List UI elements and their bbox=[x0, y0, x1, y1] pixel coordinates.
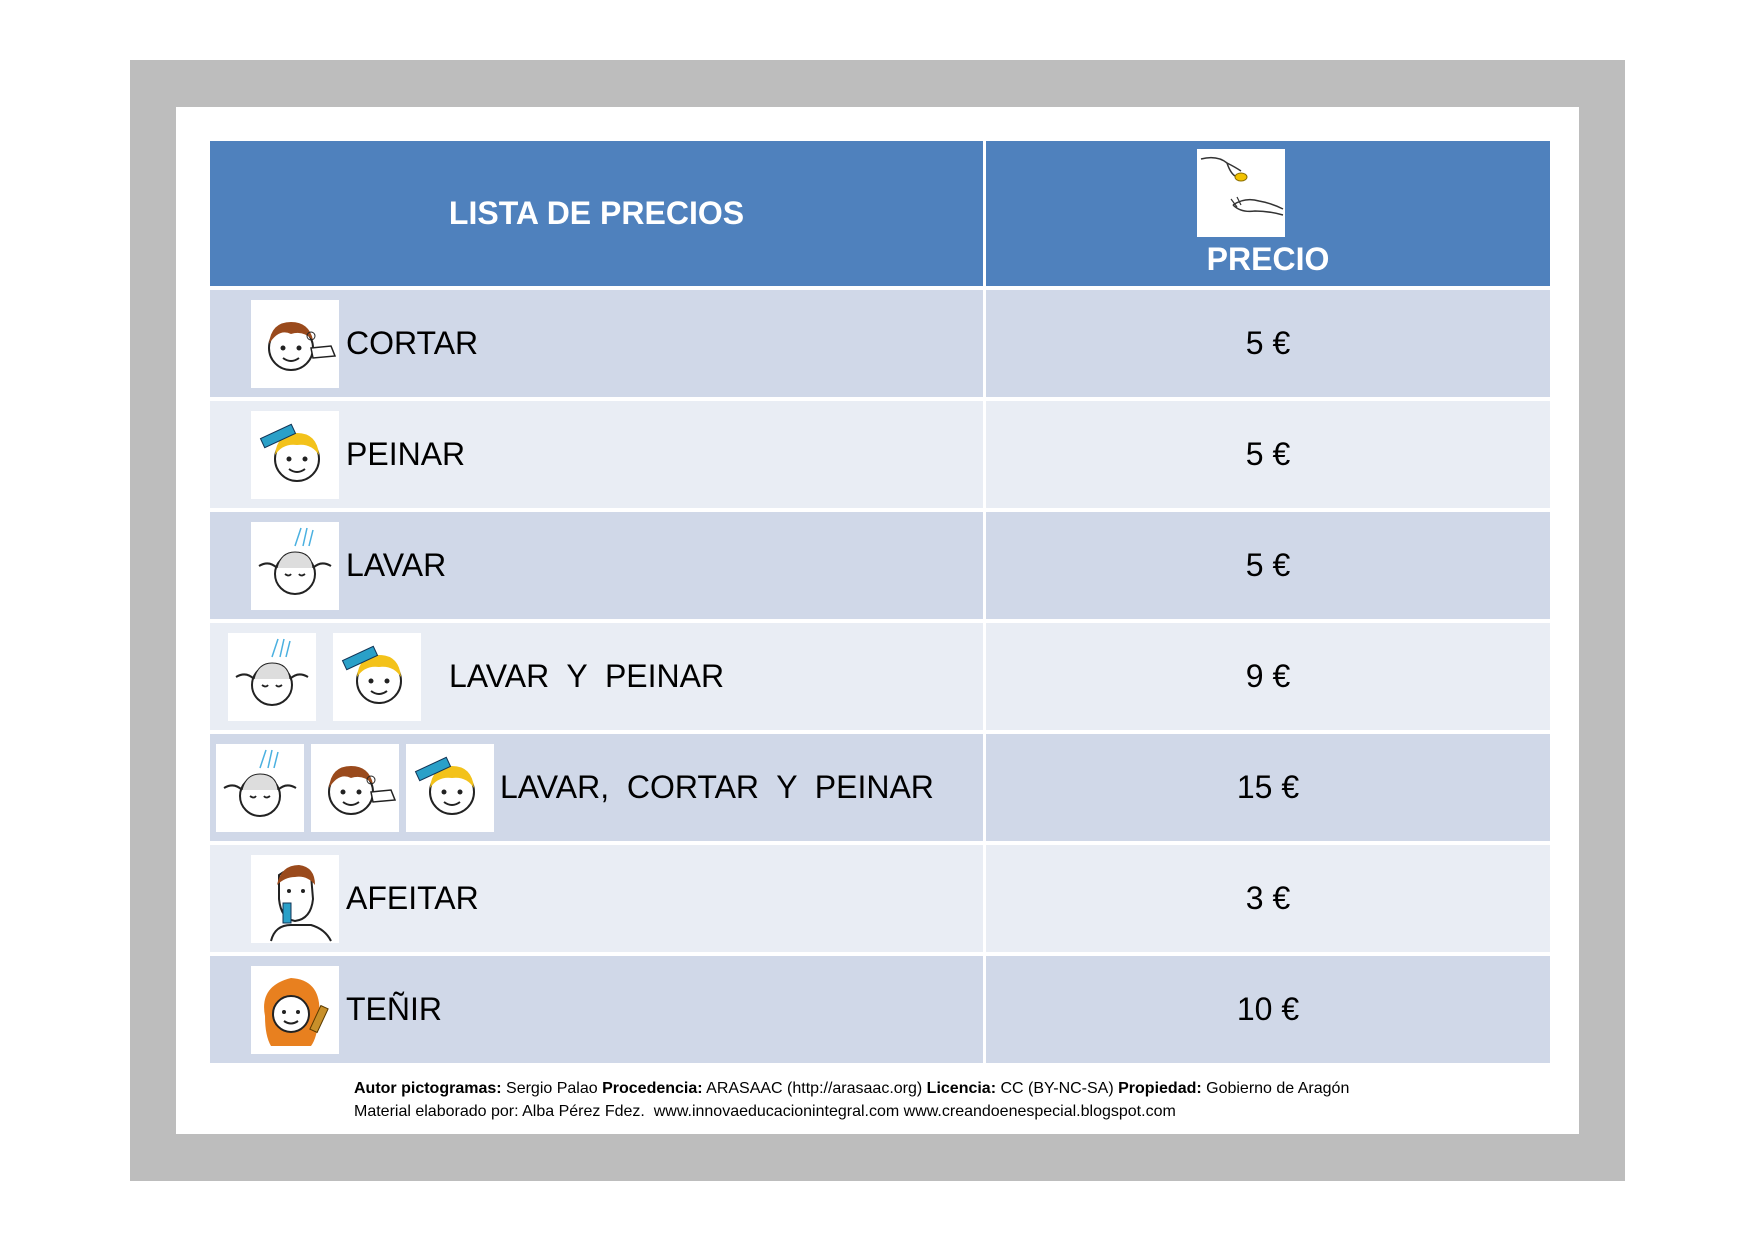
table-title: LISTA DE PRECIOS bbox=[210, 141, 986, 286]
service-price: 10 € bbox=[1236, 991, 1300, 1027]
credit-label: Procedencia: bbox=[602, 1080, 703, 1097]
credit-value: ARASAAC (http://arasaac.org) bbox=[702, 1080, 927, 1097]
coin-payment-icon bbox=[1197, 149, 1285, 237]
wash-icon bbox=[216, 744, 304, 832]
service-price: 5 € bbox=[1245, 325, 1291, 361]
service-name: PEINAR bbox=[346, 436, 466, 472]
table-row bbox=[210, 841, 1550, 952]
service-price: 9 € bbox=[1245, 658, 1291, 694]
table-row bbox=[210, 286, 1550, 397]
price-label: PRECIO bbox=[1206, 241, 1330, 277]
credit-label: Propiedad: bbox=[1118, 1080, 1202, 1097]
comb-icon bbox=[406, 744, 494, 832]
credit-value: Gobierno de Aragón bbox=[1201, 1080, 1350, 1097]
price-column-header bbox=[986, 141, 1550, 286]
table-row bbox=[210, 619, 1550, 730]
service-name: LAVAR, CORTAR Y PEINAR bbox=[500, 769, 934, 805]
table-row bbox=[210, 952, 1550, 1063]
comb-icon bbox=[251, 411, 339, 499]
service-name: CORTAR bbox=[346, 325, 479, 361]
table-row bbox=[210, 397, 1550, 508]
shave-icon bbox=[251, 855, 339, 943]
credit-label: Autor pictogramas: bbox=[354, 1080, 502, 1097]
credit-label: Licencia: bbox=[926, 1080, 997, 1097]
service-name: LAVAR Y PEINAR bbox=[449, 658, 725, 694]
credits-line-2: Material elaborado por: Alba Pérez Fdez. www.innovaeducacionintegral.com www.creandoenespecial.blogspot.com bbox=[354, 1103, 1176, 1120]
credits bbox=[354, 1077, 1349, 1123]
service-price: 15 € bbox=[1236, 769, 1300, 805]
table-row bbox=[210, 730, 1550, 841]
service-price: 5 € bbox=[1245, 436, 1291, 472]
service-name: LAVAR bbox=[346, 547, 447, 583]
service-name: TEÑIR bbox=[346, 991, 442, 1027]
table-row bbox=[210, 508, 1550, 619]
service-price: 5 € bbox=[1245, 547, 1291, 583]
service-price: 3 € bbox=[1245, 880, 1291, 916]
haircut-icon bbox=[251, 300, 339, 388]
wash-icon bbox=[251, 522, 339, 610]
comb-icon bbox=[333, 633, 421, 721]
service-name: AFEITAR bbox=[346, 880, 479, 916]
table-header bbox=[210, 141, 1550, 286]
haircut-icon bbox=[311, 744, 399, 832]
dye-icon bbox=[251, 966, 339, 1054]
price-table bbox=[210, 141, 1550, 1063]
credit-value: Sergio Palao bbox=[501, 1080, 603, 1097]
credits-line-1 bbox=[354, 1077, 1349, 1100]
credit-value: CC (BY-NC-SA) bbox=[996, 1080, 1119, 1097]
wash-icon bbox=[228, 633, 316, 721]
